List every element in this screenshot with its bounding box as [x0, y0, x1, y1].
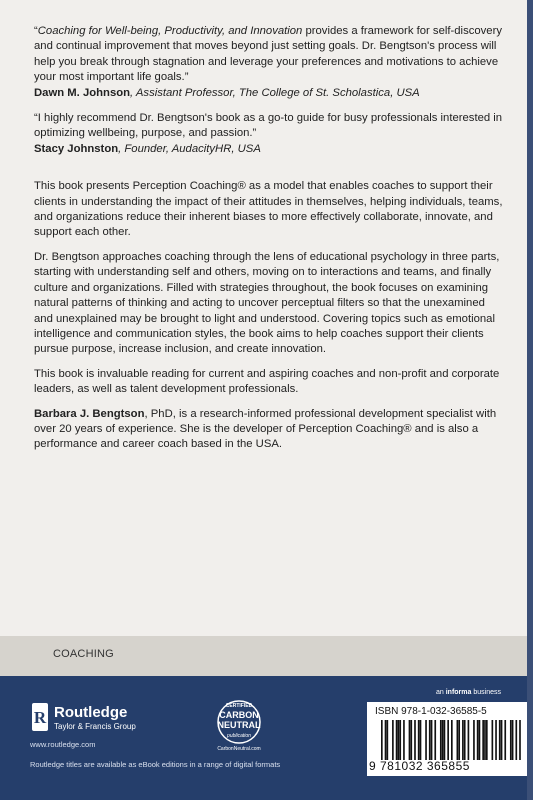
barcode-bar [403, 720, 405, 760]
barcode-box [367, 702, 527, 776]
endorsement-1-book-title: Coaching for Well-being, Productivity, and Innovation [37, 25, 303, 37]
barcode-bar [468, 720, 470, 760]
endorsement-2-role: , Founder, AudacityHR, USA [118, 142, 261, 155]
barcode-bar [515, 720, 517, 760]
publisher-name: Routledge [54, 704, 128, 721]
barcode-bar [385, 720, 387, 760]
publisher-url: www.routledge.com [30, 740, 96, 749]
publisher-footer [0, 676, 527, 800]
endorsement-1-quote: provides a framework for self-discovery and continual improvement that moves beyond just setting goals. Dr. Bengtson's process will help you break through stagnation and leverage your preferences and motivations to achieve your most important life goals.” [34, 25, 502, 84]
barcode-bar [495, 720, 497, 760]
barcode-bar [458, 720, 460, 760]
carbon-badge-caption: CarbonNeutral.com [217, 746, 261, 752]
informa-brand: informa [445, 689, 472, 696]
barcode-bar [473, 720, 475, 760]
barcode-bar [457, 720, 459, 760]
barcode-bar [462, 720, 464, 760]
barcode-bar [440, 720, 442, 760]
endorsement-2-name: Stacy Johnston [34, 142, 119, 155]
barcode-icon [381, 720, 521, 760]
barcode-bar [447, 720, 449, 760]
endorsement-2-quote: “I highly recommend Dr. Bengtson's book as a go-to guide for busy professionals interested in optimizing wellbeing, purpose, and passion.” [34, 112, 503, 140]
barcode-bar [392, 720, 394, 760]
barcode-bar [512, 720, 514, 760]
barcode-bar [492, 720, 494, 760]
barcode-bar [499, 720, 501, 760]
author-name: Barbara J. Bengtson [34, 407, 145, 420]
barcode-bar [418, 720, 420, 760]
barcode-bar [479, 720, 481, 760]
barcode-bar [420, 720, 422, 760]
barcode-bar [464, 720, 466, 760]
author-bio-text: , PhD, is a research-informed professional development specialist with over 20 years of experience. She is the developer of Perception Coaching® and is also a performance and career coach based in the USA. [34, 407, 497, 451]
isbn-label: ISBN 978-1-032-36585-5 [375, 706, 487, 717]
barcode-bar [504, 720, 506, 760]
back-cover-text [34, 24, 504, 462]
description-paragraph-3: This book is invaluable reading for current and aspiring coaches and non-profit and corporate leaders, as well as talent development professionals. [34, 367, 500, 396]
routledge-logo-icon [30, 702, 50, 732]
barcode-bar [434, 720, 436, 760]
carbon-badge-line2: CARBON [219, 710, 259, 720]
barcode-bar [414, 720, 416, 760]
barcode-bar [482, 720, 484, 760]
carbon-badge-line3: NEUTRAL [217, 720, 261, 730]
endorsement-2 [34, 111, 504, 157]
informa-prefix: an [436, 689, 446, 696]
barcode-bar [486, 720, 488, 760]
endorsement-1-role: , Assistant Professor, The College of St. Scholastica, USA [130, 86, 420, 99]
barcode-bar [501, 720, 503, 760]
barcode-bar [396, 720, 398, 760]
informa-suffix: business [471, 689, 501, 696]
barcode-bar [431, 720, 433, 760]
description-paragraph-2: Dr. Bengtson approaches coaching through the lens of educational psychology in three parts, starting with understanding self and others, moving on to interactions and teams, and finally culture and organizations. Filled with strategies throughout, the book focuses on examining natural patterns of thinking and acting to uncover perceptual filters so that the unexamined and unexplained may be brought to light and understood. Covering topics such as emotional intelligence and communication styles, the book aims to help coaches support their clients pursue purpose, increase inclusion, and create innovation. [34, 250, 500, 356]
barcode-bar [510, 720, 512, 760]
endorsement-1 [34, 24, 504, 101]
description-paragraph-1: This book presents Perception Coaching® as a model that enables coaches to support their clients in understanding the impact of their attitudes in themselves, helping individuals, teams, and organizations reduce their inherent biases to more effectively collaborate, innovate, and support each other. [34, 180, 503, 239]
author-bio [34, 407, 504, 453]
barcode-bar [399, 720, 401, 760]
barcode-bar [519, 720, 521, 760]
ebook-note: Routledge titles are available as eBook editions in a range of digital formats [30, 760, 281, 769]
barcode-bar [444, 720, 446, 760]
barcode-bar [484, 720, 486, 760]
carbon-badge-line1: CERTIFIED [225, 703, 253, 709]
category-band [0, 636, 527, 676]
endorsement-1-open-quote: “ [34, 25, 38, 37]
category-label: COACHING [53, 648, 114, 660]
barcode-bar [451, 720, 453, 760]
spine-edge [527, 0, 533, 800]
barcode-bar [425, 720, 427, 760]
barcode-bar [410, 720, 412, 760]
endorsement-1-name: Dawn M. Johnson [34, 86, 131, 99]
barcode-bar [381, 720, 383, 760]
routledge-logo-letter: R [33, 708, 47, 727]
endorsement-1-attribution [34, 87, 420, 99]
endorsement-2-attribution [34, 143, 261, 155]
carbon-neutral-badge-icon [213, 698, 265, 752]
barcode-bar [442, 720, 444, 760]
barcode-digits: 9 781032 365855 [369, 759, 470, 773]
barcode-bar [409, 720, 411, 760]
barcode-bar [477, 720, 479, 760]
carbon-badge-line4: publication [227, 733, 251, 739]
barcode-bar [398, 720, 400, 760]
barcode-bar [429, 720, 431, 760]
informa-tagline [436, 689, 501, 696]
barcode-bar [387, 720, 389, 760]
publisher-group: Taylor & Francis Group [54, 722, 136, 731]
